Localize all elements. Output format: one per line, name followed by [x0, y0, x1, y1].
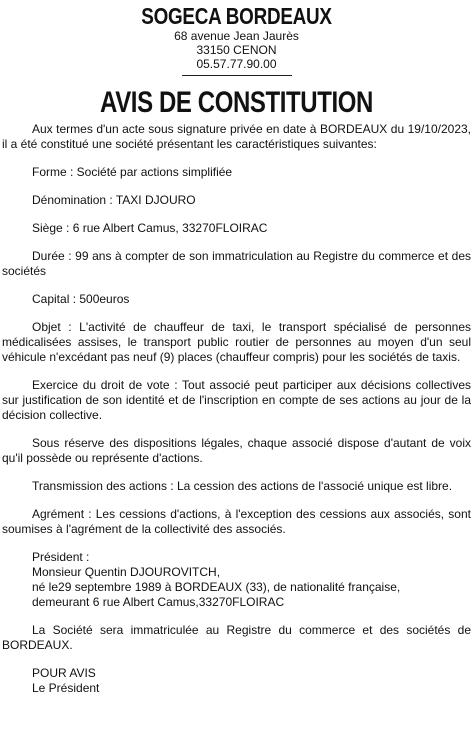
siege-paragraph: Siège : 6 rue Albert Camus, 33270FLOIRAC — [32, 221, 268, 235]
header-divider — [182, 75, 292, 76]
reserve-paragraph: Sous réserve des dispositions légales, chaque associé dispose d'autant de voix qu'il possède ou représente d'actions. — [2, 436, 471, 465]
legal-notice-page — [0, 3, 473, 739]
signature-block — [32, 666, 471, 696]
capital-paragraph: Capital : 500euros — [32, 292, 130, 306]
notice-body — [2, 122, 471, 696]
duree-paragraph: Durée : 99 ans à compter de son immatriculation au Registre du commerce et des sociétés — [2, 249, 471, 278]
forme-paragraph: Forme : Société par actions simplifiée — [32, 165, 233, 179]
letterhead — [2, 3, 471, 76]
agrement-paragraph: Agrément : Les cessions d'actions, à l'exception des cessions aux associés, sont soumises à l'agrément de la collectivité des associés. — [2, 507, 471, 536]
signature-president: Le Président — [32, 681, 100, 695]
notice-title: AVIS DE CONSTITUTION — [100, 86, 373, 119]
intro-paragraph: Aux termes d'un acte sous signature privée en date à BORDEAUX du 19/10/2023, il a été constitué une société présentant les caractéristiques suivantes: — [2, 122, 471, 151]
president-birth: né le29 septembre 1989 à BORDEAUX (33), de nationalité française, — [32, 580, 401, 594]
phone-number: 05.57.77.90.00 — [196, 57, 277, 71]
president-label: Président : — [32, 550, 90, 564]
immatriculation-paragraph: La Société sera immatriculée au Registre du commerce et des sociétés de BORDEAUX. — [2, 623, 471, 652]
objet-paragraph: Objet : L'activité de chauffeur de taxi, le transport spécialisé de personnes médicalisées assises, le transport public routier de personnes au moyen d'un seul véhicule n'excédant pas neuf (9) places (chauffeur compris) pour les sociétés de taxis. — [2, 320, 471, 364]
transmission-paragraph: Transmission des actions : La cession des actions de l'associé unique est libre. — [32, 479, 453, 493]
president-block — [32, 550, 471, 610]
vote-paragraph: Exercice du droit de vote : Tout associé peut participer aux décisions collectives sur justification de son identité et de l'inscription en compte de ses actions au jour de la décision collective. — [2, 378, 471, 422]
signature-pour-avis: POUR AVIS — [32, 666, 96, 680]
president-name: Monsieur Quentin DJOUROVITCH, — [32, 565, 221, 579]
company-name: SOGECA BORDEAUX — [141, 3, 332, 29]
address-street: 68 avenue Jean Jaurès — [174, 29, 299, 43]
denomination-paragraph: Dénomination : TAXI DJOURO — [32, 193, 196, 207]
president-residence: demeurant 6 rue Albert Camus,33270FLOIRAC — [32, 595, 285, 609]
address-city: 33150 CENON — [196, 43, 277, 57]
